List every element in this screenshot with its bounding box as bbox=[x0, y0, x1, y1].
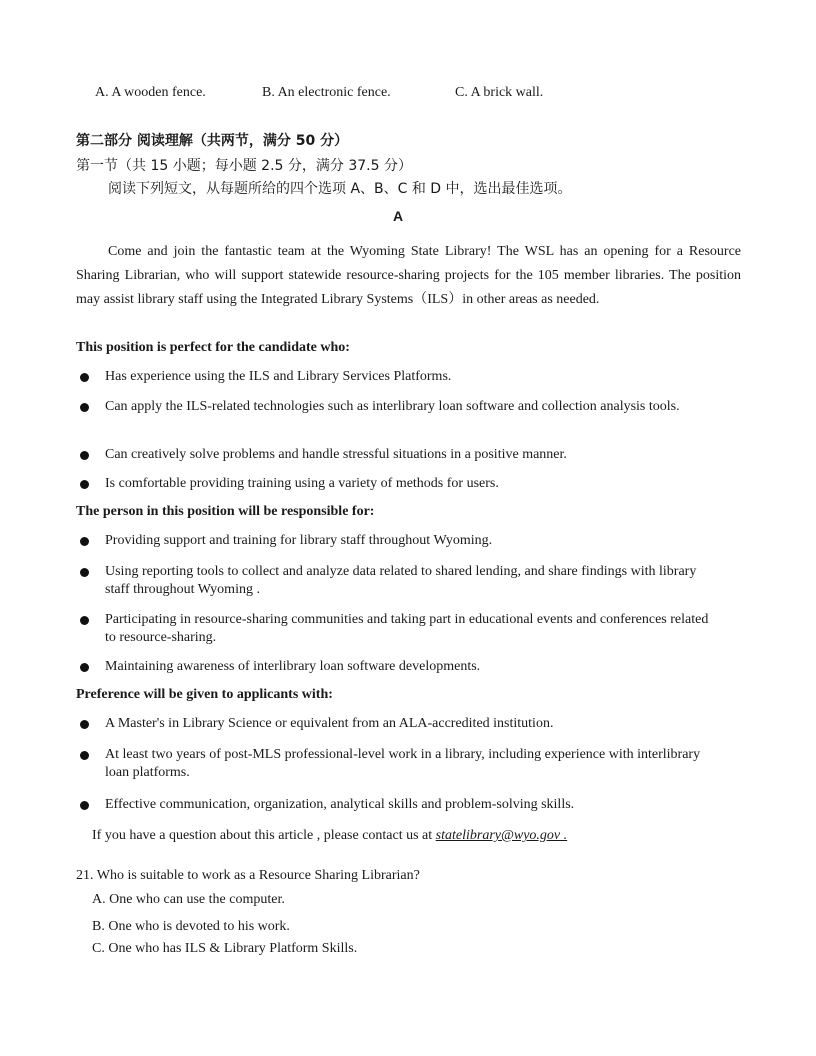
bullet-icon bbox=[80, 537, 89, 546]
section1-heading: This position is perfect for the candidate who: bbox=[76, 340, 350, 355]
option-a: A. A wooden fence. bbox=[95, 85, 206, 100]
instruction: 阅读下列短文，从每题所给的四个选项 A、B、C 和 D 中，选出最佳选项。 bbox=[108, 181, 572, 197]
bullet-icon bbox=[80, 568, 89, 577]
question-option: C. One who has ILS & Library Platform Skills. bbox=[92, 941, 358, 956]
contact-text: If you have a question about this article , please contact us at bbox=[92, 828, 436, 843]
bullet-icon bbox=[80, 801, 89, 810]
subsection-title: 第一节（共 15 小题；每小题 2.5 分，满分 37.5 分） bbox=[76, 158, 412, 174]
bullet-icon bbox=[80, 663, 89, 672]
contact-email-link[interactable]: statelibrary@wyo.gov . bbox=[435, 828, 568, 843]
bullet-icon bbox=[80, 403, 89, 412]
option-b: B. An electronic fence. bbox=[262, 85, 391, 100]
bullet-icon bbox=[80, 720, 89, 729]
passage-label: A bbox=[393, 208, 404, 224]
bullet-icon bbox=[80, 451, 89, 460]
option-c: C. A brick wall. bbox=[455, 85, 544, 100]
bullet-icon bbox=[80, 751, 89, 760]
contact-line bbox=[92, 828, 567, 844]
question-option: B. One who is devoted to his work. bbox=[92, 919, 290, 934]
bullet-icon bbox=[80, 480, 89, 489]
section2-heading: The person in this position will be responsible for: bbox=[76, 504, 375, 519]
question-stem: 21. Who is suitable to work as a Resource Sharing Librarian? bbox=[76, 868, 420, 883]
bullet-icon bbox=[80, 616, 89, 625]
question-option: A. One who can use the computer. bbox=[92, 892, 285, 907]
section3-heading: Preference will be given to applicants with: bbox=[76, 687, 333, 702]
bullet-icon bbox=[80, 373, 89, 382]
intro-text: Come and join the fantastic team at the Wyoming State Library! The WSL has an opening for a Resource Sharing Librarian, who will support statewide resource-sharing projects for the 105 member libraries. The position may assist library staff using the Integrated Library Systems（ILS）in other areas as needed. bbox=[76, 244, 741, 307]
section-title: 第二部分 阅读理解（共两节，满分 50 分） bbox=[76, 133, 349, 149]
intro-paragraph bbox=[76, 240, 741, 312]
